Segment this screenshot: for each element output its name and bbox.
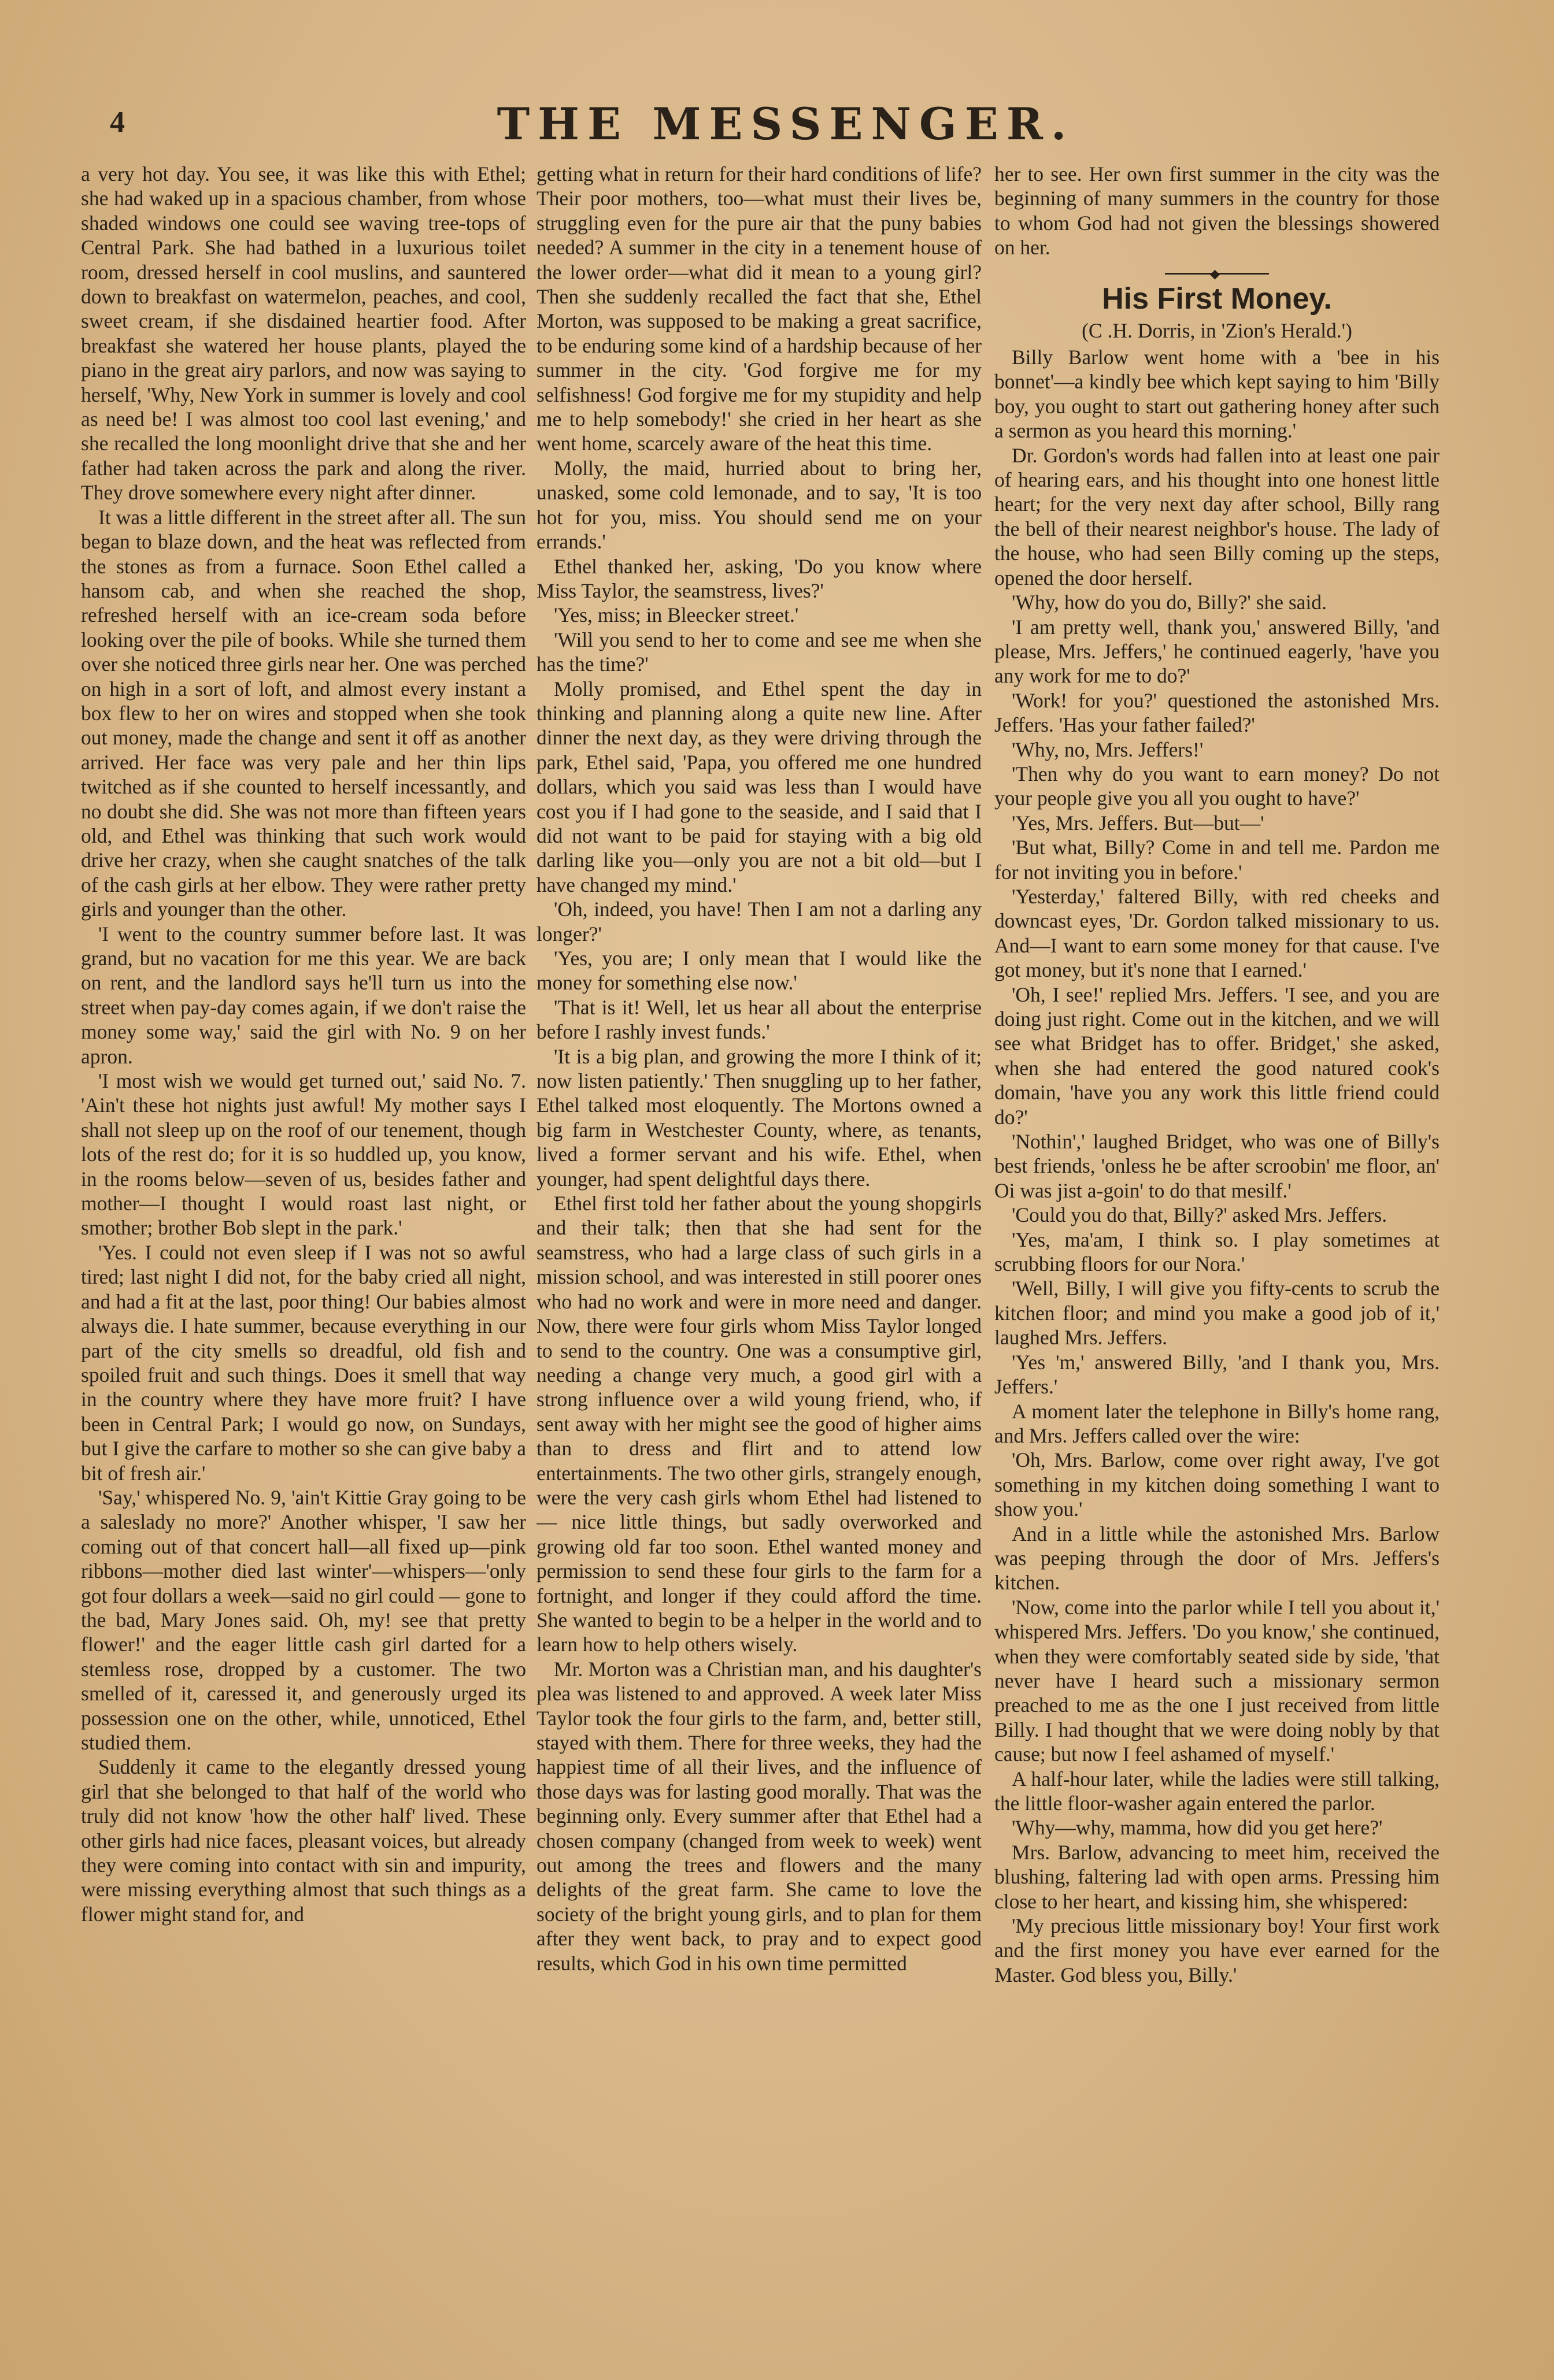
paragraph: A moment later the telephone in Billy's home rang, and Mrs. Jeffers called over the wire: xyxy=(994,1399,1440,1447)
paragraph: 'Well, Billy, I will give you fifty-cents to scrub the kitchen floor; and mind you make a good job of it,' laughed Mrs. Jeffers. xyxy=(994,1277,1440,1350)
paragraph: 'Could you do that, Billy?' asked Mrs. Jeffers. xyxy=(1012,1203,1388,1227)
paragraph: 'Say,' whispered No. 9, 'ain't Kittie Gray going to be a saleslady no more?' Another whisper, 'I saw her coming out of that concert hall—all fixed up—pink ribbons—mother died last winter'—whispers—'only got four dollars a week—said no girl could — gone to the bad, Mary Jones said. Oh, my! see that pretty flower!' and the eager little cash girl darted for a stemless rose, dropped by a customer. The two smelled of it, caressed it, and generously urged its possession one on the other, while, unnoticed, Ethel studied them. xyxy=(81,1485,526,1754)
paragraph: 'Yes, you are; I only mean that I would like the money for something else now.' xyxy=(536,947,982,995)
paragraph: 'Oh, Mrs. Barlow, come over right away, I've got something in my kitchen doing something I want to show you.' xyxy=(994,1448,1440,1521)
paragraph: 'My precious little missionary boy! Your first work and the first money you have ever earned for the Master. God bless you, Billy.' xyxy=(994,1914,1440,1986)
paragraph: 'Oh, indeed, you have! Then I am not a darling any longer?' xyxy=(536,898,982,946)
column-3 xyxy=(994,162,1440,2346)
paragraph: 'I went to the country summer before last. It was grand, but no vacation for me this year. We are back on rent, and the landlord says he'll turn us into the street when pay-day comes again, if we don't raise the money some way,' said the girl with No. 9 on her apron. xyxy=(81,922,526,1068)
paragraph: 'I am pretty well, thank you,' answered Billy, 'and please, Mrs. Jeffers,' he continued eagerly, 'have you any work for me to do?' xyxy=(994,615,1440,688)
paragraph: 'Yes, miss; in Bleecker street.' xyxy=(554,603,799,627)
paragraph: Molly promised, and Ethel spent the day in thinking and planning along a quite new line. After dinner the next day, as they were driving through the park, Ethel said, 'Papa, you offered me one hundred dollars, which you said was less than I would have cost you if I had gone to the seaside, and I said that I did not want to be paid for staying with a big old darling like you—only you are not a bit old—but I have changed my mind.' xyxy=(536,677,982,896)
paragraph: Dr. Gordon's words had fallen into at least one pair of hearing ears, and his thought into one honest little heart; for the very next day after school, Billy rang the bell of their nearest neighbor's house. The lady of the house, who had seen Billy coming up the steps, opened the door herself. xyxy=(994,443,1440,590)
article-byline: (C .H. Dorris, in 'Zion's Herald.') xyxy=(1082,318,1352,342)
article-body xyxy=(994,345,1440,1987)
paragraph: 'Yes, Mrs. Jeffers. But—but—' xyxy=(1012,811,1264,835)
page-number: 4 xyxy=(110,106,125,139)
paragraph: 'Work! for you?' questioned the astonished Mrs. Jeffers. 'Has your father failed?' xyxy=(994,688,1440,737)
paragraph: 'Then why do you want to earn money? Do not your people give you all you ought to have?' xyxy=(994,762,1440,810)
section-divider xyxy=(1165,266,1269,281)
paragraph: 'Will you send to her to come and see me when she has the time?' xyxy=(536,628,982,676)
paragraph: 'Nothin',' laughed Bridget, who was one of Billy's best friends, 'onless he be after scroobin' me floor, an' Oi was jist a-goin' to do that mesilf.' xyxy=(994,1130,1440,1202)
paragraph: 'But what, Billy? Come in and tell me. Pardon me for not inviting you in before.' xyxy=(994,836,1440,884)
paragraph: 'Why—why, mamma, how did you get here?' xyxy=(1012,1816,1383,1840)
divider-ornament-icon: ◆ xyxy=(1210,266,1220,281)
paragraph: Ethel first told her father about the young shopgirls and their talk; then that she had sent for the seamstress, who had a large class of such girls in a mission school, and was interested in still poorer ones who had no work and were in more need and danger. Now, there were four girls whom Miss Taylor longed to send to the country. One was a consumptive girl, needing a change very much, a good girl with a strong influence over a wild young friend, who, if sent away with her might see the good of higher aims than to dress and flirt and to attend low entertainments. The two other girls, strangely enough, were the very cash girls whom Ethel had listened to — nice little things, but sadly overworked and growing old far too soon. Ethel wanted money and permission to send these four girls to the farm for a fortnight, and longer if they could afford the time. She wanted to begin to be a helper in the world and to learn how to help others wisely. xyxy=(536,1192,982,1656)
paragraph: Mr. Morton was a Christian man, and his daughter's plea was listened to and approved. A week later Miss Taylor took the four girls to the farm, and, better still, stayed with them. There for three weeks, they had the happiest time of all their lives, and the influence of those days was for lasting good morally. That was the beginning only. Every summer after that Ethel had a chosen company (changed from week to week) went out among the trees and flowers and the many delights of the great farm. She came to love the society of the bright young girls, and to plan for them after they went back, to pray and to expect good results, which God in his own time permitted xyxy=(536,1657,982,1975)
paragraph: A half-hour later, while the ladies were still talking, the little floor-washer again entered the parlor. xyxy=(994,1767,1440,1815)
paragraph: 'Yes 'm,' answered Billy, 'and I thank you, Mrs. Jeffers.' xyxy=(994,1350,1440,1399)
page-header xyxy=(110,92,1462,150)
paragraph: 'Why, how do you do, Billy?' she said. xyxy=(1012,591,1327,614)
paragraph: 'That is it! Well, let us hear all about the enterprise before I rashly invest funds.' xyxy=(536,995,982,1044)
paragraph: 'Yes, ma'am, I think so. I play sometimes at scrubbing floors for our Nora.' xyxy=(994,1228,1440,1276)
paragraph: It was a little different in the street after all. The sun began to blaze down, and the heat was reflected from the stones as from a furnace. Soon Ethel called a hansom cab, and when she reached the shop, refreshed herself with an ice-cream soda before looking over the pile of books. While she turned them over she noticed three girls near her. One was perched on high in a sort of loft, and almost every instant a box flew to her on wires and stopped when she took out money, made the change and sent it off as another arrived. Her face was very pale and her thin lips twitched as if she counted to herself incessantly, and no doubt she did. She was not more than fifteen years old, and Ethel was thinking that such work would drive her crazy, when she caught snatches of the talk of the cash girls at her elbow. They were rather pretty girls and younger than the other. xyxy=(81,505,526,921)
paragraph: 'Now, come into the parlor while I tell you about it,' whispered Mrs. Jeffers. 'Do you know,' she continued, when they were comfortably seated side by side, 'that never have I heard such a missionary sermon preached to me as the one I just received from little Billy. I had thought that we were doing nobly by that cause; but now I feel ashamed of myself.' xyxy=(994,1595,1440,1766)
paragraph: 'I most wish we would get turned out,' said No. 7. 'Ain't these hot nights just awful! My mother says I shall not sleep up on the roof of our tenement, though lots of the rest do; for it is so huddled up, you know, in the rooms below—seven of us, besides father and mother—I thought I would roast last night, or smother; brother Bob slept in the park.' xyxy=(81,1069,526,1240)
masthead-title: THE MESSENGER. xyxy=(497,98,1075,150)
article-title: His First Money. xyxy=(1102,281,1332,316)
column-2 xyxy=(536,162,982,2346)
paragraph: Mrs. Barlow, advancing to meet him, received the blushing, faltering lad with open arms. Pressing him close to her heart, and kissing him, she whispered: xyxy=(994,1840,1440,1913)
paragraph: Suddenly it came to the elegantly dressed young girl that she belonged to that half of the world who truly did not know 'how the other half' lived. These other girls had nice faces, pleasant voices, but already they were coming into contact with sin and impurity, were missing everything almost that such things as a flower might stand for, and xyxy=(81,1755,526,1926)
paragraph: a very hot day. You see, it was like this with Ethel; she had waked up in a spacious chamber, from whose shaded windows one could see waving tree-tops of Central Park. She had bathed in a luxurious toilet room, dressed herself in cool muslins, and sauntered down to breakfast on watermelon, peaches, and cool, sweet cream, if she disdained heartier food. After breakfast she watered her house plants, played the piano in the great airy parlors, and now was saying to herself, 'Why, New York in summer is lovely and cool as need be! I was almost too cool last evening,' and she recalled the long moonlight drive that she and her father had taken across the park and along the river. They drove somewhere every night after dinner. xyxy=(81,162,526,505)
paragraph: 'Yes. I could not even sleep if I was not so awful tired; last night I did not, for the baby cried all night, and had a fit at the last, poor thing! Our babies almost always die. I hate summer, because everything in our part of the city smells so dreadful, old fish and spoiled fruit and such things. Does it smell that way in the country where they have more fruit? I have been in Central Park; I would go now, on Sundays, but I give the carfare to mother so she can give baby a bit of fresh air.' xyxy=(81,1240,526,1485)
paragraph: her to see. Her own first summer in the city was the beginning of many summers in the country for those to whom God had not given the blessings showered on her. xyxy=(994,162,1440,259)
paragraph: Molly, the maid, hurried about to bring her, unasked, some cold lemonade, and to say, 'It is too hot for you, miss. You should send me on your errands.' xyxy=(536,456,982,554)
paragraph: 'Yesterday,' faltered Billy, with red cheeks and downcast eyes, 'Dr. Gordon talked missionary to us. And—I want to earn some money for that cause. I've got money, but it's none that I earned.' xyxy=(994,884,1440,982)
column-1 xyxy=(81,162,526,2346)
paragraph: 'Why, no, Mrs. Jeffers!' xyxy=(1012,737,1204,761)
paragraph: 'It is a big plan, and growing the more I think of it; now listen patiently.' Then snuggling up to her father, Ethel talked most eloquently. The Mortons owned a big farm in Westchester County, where, as tenants, lived a former servant and his wife. Ethel, when younger, had spent delightful days there. xyxy=(536,1044,982,1191)
paragraph: Billy Barlow went home with a 'bee in his bonnet'—a kindly bee which kept saying to him 'Billy boy, you ought to start out gathering honey after such a sermon as you heard this morning.' xyxy=(994,346,1440,443)
paragraph: Ethel thanked her, asking, 'Do you know where Miss Taylor, the seamstress, lives?' xyxy=(536,554,982,602)
paragraph: 'Oh, I see!' replied Mrs. Jeffers. 'I see, and you are doing just right. Come out in the kitchen, and we will see what Bridget has to offer. Bridget,' she asked, when she had entered the good natured cook's domain, 'have you any work this little friend could do?' xyxy=(994,983,1440,1129)
paragraph: getting what in return for their hard conditions of life? Their poor mothers, too—what must their lives be, struggling even for the pure air that the puny babies needed? A summer in the city in a tenement house of the lower order—what did it mean to a young girl? Then she suddenly recalled the fact that she, Ethel Morton, was supposed to be making a great sacrifice, to be enduring some kind of a hardship because of her summer in the city. 'God forgive me for my selfishness! God forgive me for my stupidity and help me to help somebody!' she cried in her heart as she went home, scarcely aware of the heat this time. xyxy=(536,162,982,455)
paragraph: And in a little while the astonished Mrs. Barlow was peeping through the door of Mrs. Jeffers's kitchen. xyxy=(994,1522,1440,1595)
